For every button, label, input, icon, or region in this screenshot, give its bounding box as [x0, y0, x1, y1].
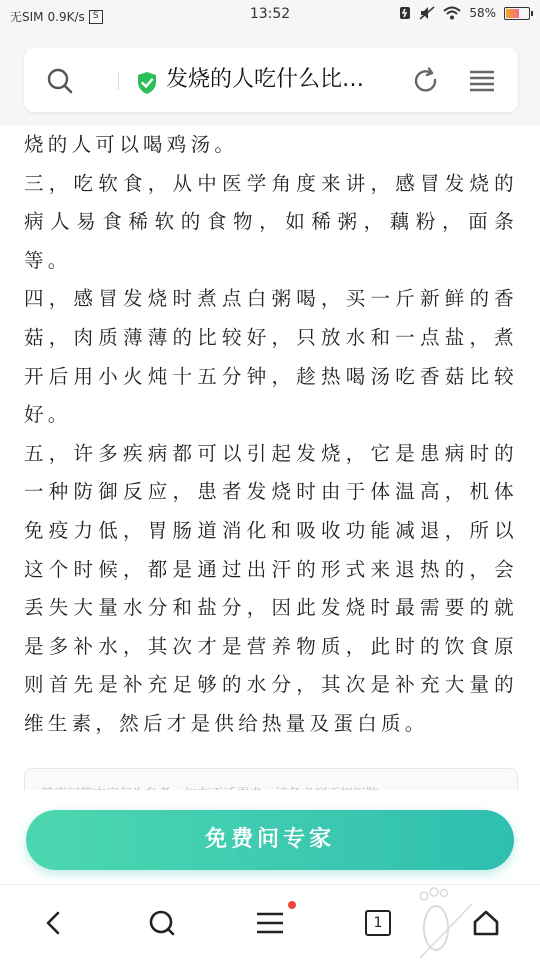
article-paragraph: 三，吃软食，从中医学角度来讲，感冒发烧的病人易食稀软的食物，如稀粥，藕粉，面条等。 [24, 171, 518, 272]
flashlight-icon [399, 6, 411, 20]
reader-menu-icon[interactable] [469, 70, 495, 96]
battery-icon [504, 7, 530, 20]
clock: 13:52 [249, 6, 291, 22]
nav-tabs-button[interactable] [342, 885, 414, 960]
notification-dot [288, 901, 296, 909]
battery-percent: 58% [469, 6, 496, 20]
status-bar [0, 0, 540, 34]
secure-shield-icon [136, 71, 158, 99]
carrier-text: 无SIM [10, 10, 44, 24]
nav-back-button[interactable] [18, 885, 90, 960]
article-paragraph: 五，许多疾病都可以引起发烧，它是患病时的一种防御反应，患者发烧时由于体温高，机体免疫力低，胃肠道消化和吸收功能减退，所以这个时候，都是通过出汗的形式来退热的，会丢失大量水分和盐分，因此发烧时最需要的就是多补水，其次才是营养物质，此时的饮食原则首先是补充足够的水分，其次是补充大量的维生素，然后才是供给热量及蛋白质。 [24, 441, 518, 735]
status-right [399, 6, 530, 20]
footprint-watermark-icon [412, 884, 478, 960]
back-icon [41, 910, 67, 936]
nav-menu-button[interactable] [234, 885, 306, 960]
mute-icon [419, 6, 435, 20]
ask-expert-button[interactable]: 免费问专家 [26, 810, 514, 870]
cta-area [0, 790, 540, 884]
search-icon [148, 909, 176, 937]
article-paragraph: 烧的人可以喝鸡汤。 [24, 133, 239, 156]
search-icon[interactable] [46, 67, 74, 99]
network-speed: 0.9K/s [47, 9, 85, 24]
refresh-icon[interactable] [412, 67, 440, 99]
browser-toolbar [0, 34, 540, 126]
address-bar[interactable] [24, 48, 518, 112]
screenshot-icon: S [89, 10, 103, 24]
menu-icon [256, 911, 284, 935]
nav-search-button[interactable] [126, 885, 198, 960]
article-body [24, 126, 518, 762]
tabs-icon: 1 [365, 910, 391, 936]
wifi-icon [443, 6, 461, 20]
page-title[interactable]: 发烧的人吃什么比… [166, 67, 365, 92]
article-paragraph: 四，感冒发烧时煮点白粥喝，买一斤新鲜的香菇，肉质薄薄的比较好，只放水和一点盐，煮开后用小火炖十五分钟，趁热喝汤吃香菇比较好。 [24, 287, 518, 427]
address-divider [118, 72, 119, 90]
